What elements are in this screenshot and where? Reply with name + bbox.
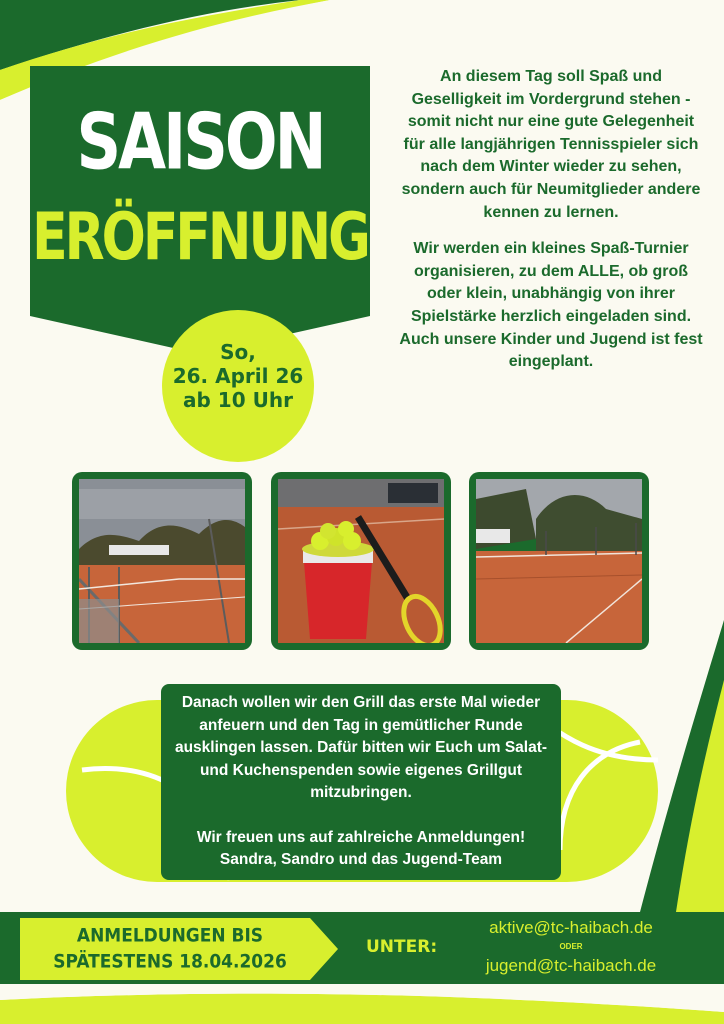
message-paragraph-2-line-1: Wir freuen uns auf zahlreiche Anmeldungen! xyxy=(196,828,526,846)
email-aktive-link[interactable]: aktive@tc-haibach.de xyxy=(489,918,653,937)
date-badge xyxy=(162,310,314,462)
intro-paragraph-1: An diesem Tag soll Spaß und Geselligkeit im Vordergrund stehen - somit nicht nur eine gute Gelegenheit für alle langjährigen Tennisspieler sich nach dem Winter wieder zu sehen, sondern auch für Neumitglieder andere kennen zu lernen. xyxy=(401,68,701,221)
tennis-court-photo-icon xyxy=(79,479,245,643)
date-time: ab 10 Uhr xyxy=(183,388,293,412)
photo-court-2 xyxy=(469,472,649,650)
message-paragraph-1: Danach wollen wir den Grill das erste Mal wieder anfeuern und den Tag in gemütlicher Runde ausklingen lassen. Dafür bitten wir Euch um Salat- und Kuchenspenden sowie eigenes Grillgut mitzubringen. xyxy=(174,694,548,801)
ball-bucket-photo-icon xyxy=(278,479,444,643)
deadline-line-2: SPÄTESTENS 18.04.2026 xyxy=(53,951,287,973)
oder-label: ODER xyxy=(559,942,583,951)
title-line-1: SAISON xyxy=(76,96,324,188)
message-paragraph-2-line-2: Sandra, Sandro und das Jugend-Team xyxy=(219,851,503,868)
title-container xyxy=(30,0,370,275)
intro-paragraph-2: Wir werden ein kleines Spaß-Turnier organisieren, zu dem ALLE, ob groß oder klein, unabhängig von ihrer Spielstärke herzlich eingeladen sind. Auch unsere Kinder und Jugend ist fest eingeplant. xyxy=(399,240,703,371)
photo-ball-bucket xyxy=(271,472,451,650)
date-weekday: So, xyxy=(220,340,256,364)
unter-label: UNTER: xyxy=(366,937,438,957)
message-box xyxy=(161,684,561,880)
title-line-2: ERÖFFNUNG xyxy=(32,200,368,275)
deadline-line-1: ANMELDUNGEN BIS xyxy=(76,925,264,947)
tennis-court-photo-icon-2 xyxy=(476,479,642,643)
deadline-label xyxy=(20,918,320,980)
date-day: 26. April 26 xyxy=(172,364,304,388)
email-jugend-link[interactable]: jugend@tc-haibach.de xyxy=(485,956,657,975)
photo-court-1 xyxy=(72,472,252,650)
intro-text xyxy=(396,66,706,388)
